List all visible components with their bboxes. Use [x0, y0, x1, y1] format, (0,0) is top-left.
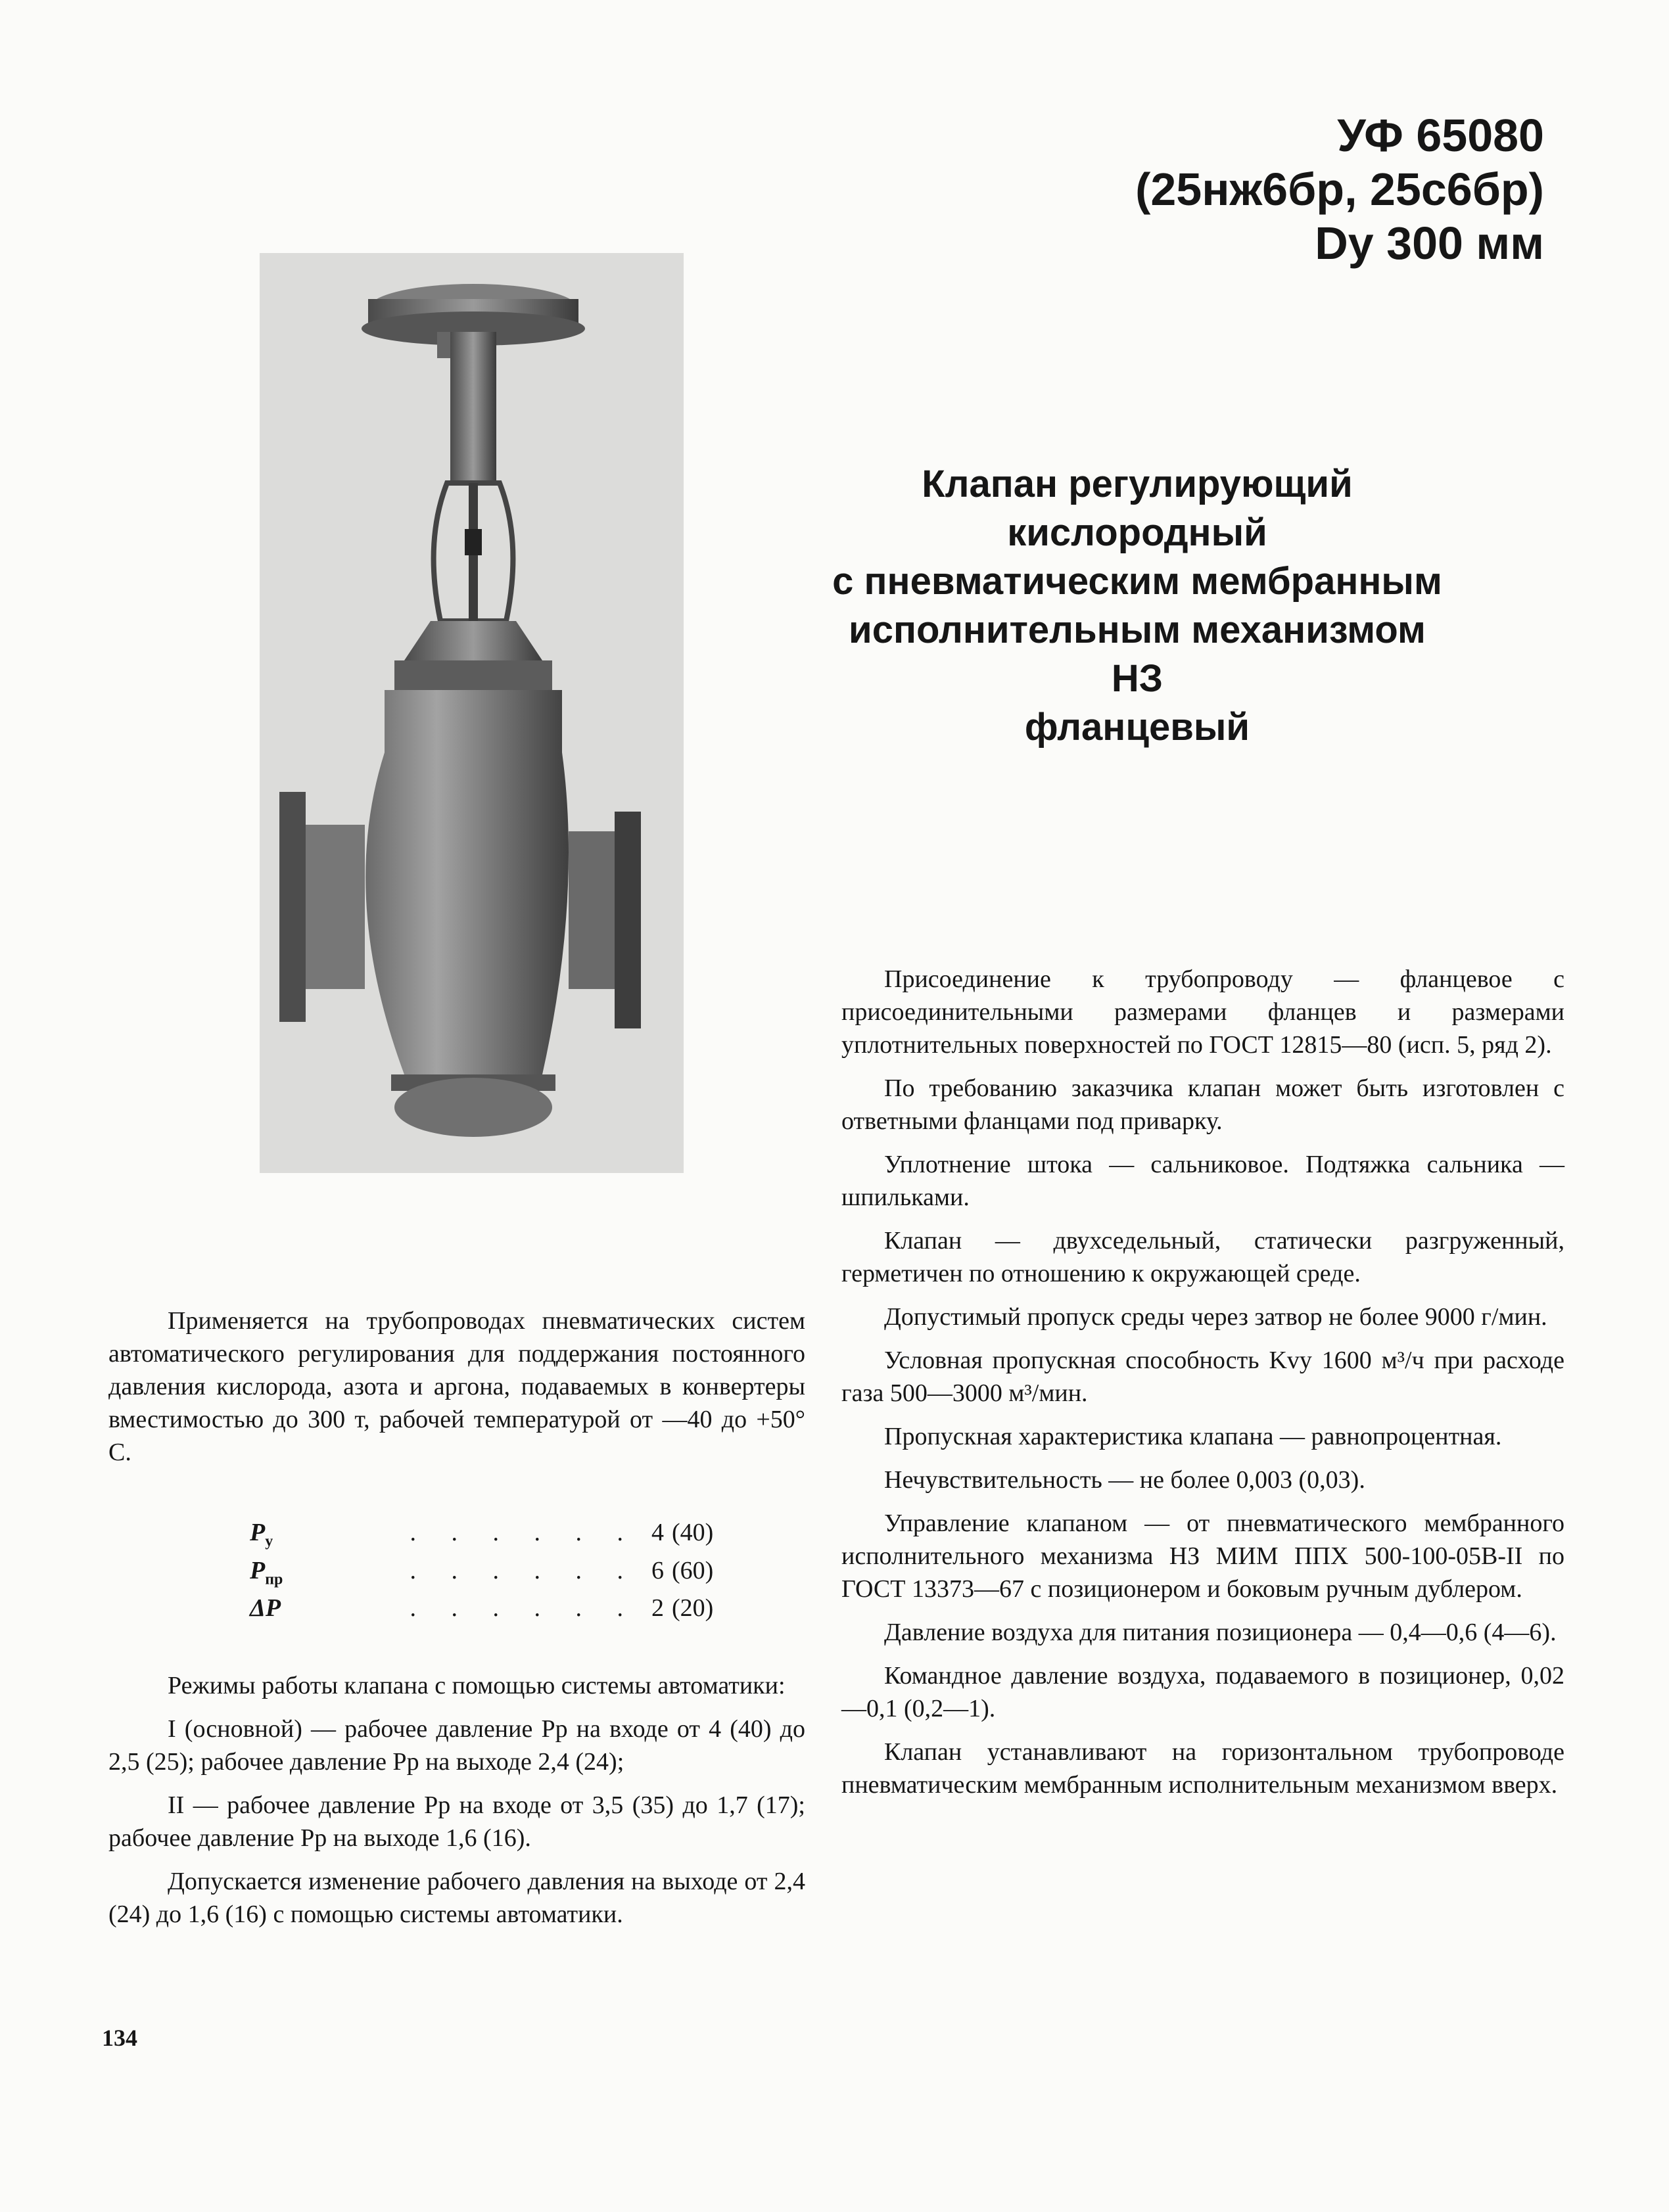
operating-modes: [108, 1669, 805, 1941]
spec-paragraph: Присоединение к трубопроводу — фланцевое с присоединительными размерами фланцев и размерами уплотнительных поверхностей по ГОСТ 12815—80 (исп. 5, ряд 2).: [841, 965, 1564, 1059]
title-line: НЗ: [1111, 657, 1164, 700]
specifications: [841, 963, 1564, 1812]
spec-paragraph: Условная пропускная способность Kvy 1600 м³/ч при расходе газа 500—3000 м³/мин.: [841, 1347, 1564, 1407]
param-symbol: $P_у$: [250, 1519, 273, 1550]
param-row: [250, 1518, 713, 1556]
model-code: УФ 65080: [1337, 110, 1544, 161]
param-symbol: $P_{пр}$: [250, 1556, 283, 1588]
model-designations: (25нж6бр, 25с6бр): [1135, 164, 1544, 215]
title-line: с пневматическим мембранным: [832, 560, 1442, 603]
spec-paragraph: Командное давление воздуха, подаваемого в позиционер, 0,02—0,1 (0,2—1).: [841, 1662, 1564, 1722]
spec-paragraph: Нечувствительность — не более 0,003 (0,03).: [884, 1466, 1365, 1494]
param-value: 6: [651, 1556, 664, 1584]
application-section: [108, 1304, 805, 1479]
spec-paragraph: Пропускная характеристика клапана — равнопроцентная.: [884, 1423, 1502, 1450]
spec-paragraph: По требованию заказчика клапан может быть изготовлен с ответными фланцами под приварку.: [841, 1074, 1564, 1135]
spec-paragraph: Клапан устанавливают на горизонтальном трубопроводе пневматическим мембранным исполнительным механизмом вверх.: [841, 1738, 1564, 1799]
mode-1: I (основной) — рабочее давление Pр на входе от 4 (40) до 2,5 (25); рабочее давление Pр на выходе 2,4 (24);: [108, 1715, 805, 1776]
product-title: [822, 460, 1453, 752]
spec-paragraph: Уплотнение штока — сальниковое. Подтяжка сальника — шпильками.: [841, 1151, 1564, 1211]
param-value: 4: [651, 1519, 664, 1546]
title-line: кислородный: [1007, 511, 1267, 554]
param-leader: . . . . . .: [410, 1519, 638, 1546]
application-text: Применяется на трубопроводах пневматических систем автоматического регулирования для поддержания постоянного давления кислорода, азота и аргона, подаваемых в конвертеры вместимостью до 300 т, рабочей температурой от —40 до +50° С.: [108, 1307, 805, 1466]
mode-note: Допускается изменение рабочего давления на выходе от 2,4 (24) до 1,6 (16) с помощью системы автоматики.: [108, 1868, 805, 1928]
spec-paragraph: Давление воздуха для питания позиционера — 0,4—0,6 (4—6).: [884, 1619, 1557, 1646]
param-row: [250, 1594, 713, 1632]
mode-2: II — рабочее давление Pр на входе от 3,5 (35) до 1,7 (17); рабочее давление Pр на выходе 1,6 (16).: [108, 1791, 805, 1852]
page-number: 134: [102, 2025, 137, 2051]
param-row: [250, 1556, 713, 1594]
pressure-parameters: [250, 1518, 713, 1632]
spec-paragraph: Управление клапаном — от пневматического мембранного исполнительного механизма НЗ МИМ ППХ 500-100-05В-II по ГОСТ 13373—67 с позиционером и боковым ручным дублером.: [841, 1509, 1564, 1603]
param-value-kgf: (40): [672, 1519, 714, 1546]
spec-paragraph: Допустимый пропуск среды через затвор не более 9000 г/мин.: [884, 1303, 1547, 1331]
model-code-block: [1135, 108, 1544, 270]
modes-intro: Режимы работы клапана с помощью системы автоматики:: [168, 1672, 786, 1699]
title-line: фланцевый: [1024, 706, 1250, 749]
spec-paragraph: Клапан — двухседельный, статически разгруженный, герметичен по отношению к окружающей среде.: [841, 1227, 1564, 1287]
valve-photo: [260, 253, 684, 1173]
title-line: Клапан регулирующий: [922, 463, 1353, 505]
nominal-diameter: Dy 300 мм: [1315, 218, 1544, 269]
title-line: исполнительным механизмом: [849, 609, 1426, 651]
param-value-kgf: (20): [672, 1594, 714, 1623]
param-value-kgf: (60): [672, 1556, 714, 1584]
param-symbol: ΔP: [250, 1594, 281, 1623]
param-leader: . . . . . .: [410, 1556, 638, 1584]
param-leader: . . . . . .: [410, 1594, 638, 1623]
param-value: 2: [651, 1594, 664, 1623]
